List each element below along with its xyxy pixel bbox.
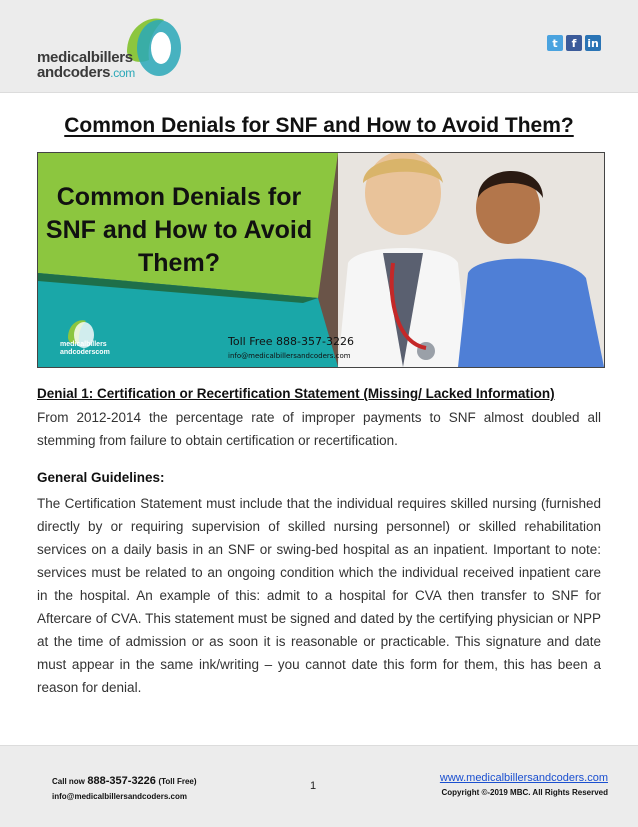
header [0, 0, 638, 93]
footer-contact [52, 774, 197, 804]
twitter-icon[interactable]: t [547, 35, 563, 51]
banner-toll-free: Toll Free 888-357-3226 [228, 335, 354, 348]
footer-toll-suffix: (Toll Free) [158, 777, 197, 786]
section2-text: The Certification Statement must include that the individual requires skilled nursing (furnished directly by or requiring supervision of skilled nursing personnel) or skilled rehabilitation services on a daily basis in an SNF or swing-bed hospital as an inpatient. Important to note: services must be related to an ongoing condition which the individual received inpatient care in the hospital. An example of this: admit to a hospital for CVA then transfer to SNF for Aftercare of CVA. This statement must be signed and dated by the certifying physician or NPP at the time of admission or as soon it is reasonable or practicable. This signature and date must appear in the same ink/writing – you cannot date this form for them, this has been a reason for denial. [37, 496, 601, 695]
footer-right [440, 771, 608, 800]
logo[interactable] [37, 12, 187, 84]
footer-email[interactable]: info@medicalbillersandcoders.com [52, 792, 187, 801]
banner-logo-line2: andcoders [60, 349, 96, 356]
banner-logo-suffix: com [95, 349, 110, 356]
social-links [547, 35, 601, 51]
footer [0, 745, 638, 827]
footer-copyright: Copyright ©-2019 MBC. All Rights Reserved [441, 788, 608, 797]
logo-line1: medicalbillers [37, 49, 133, 66]
page-title: Common Denials for SNF and How to Avoid Them? [64, 114, 574, 137]
page-number: 1 [310, 780, 317, 792]
banner-logo-line1: medicalbillers [60, 341, 107, 348]
section1-text: From 2012-2014 the percentage rate of improper payments to SNF almost doubled all stemming from failure to obtain certification or recertification. [37, 410, 601, 448]
logo-suffix: .com [110, 66, 135, 80]
banner-title: Common Denials for SNF and How to Avoid Them? [45, 183, 313, 277]
banner-email: info@medicalbillersandcoders.com [228, 352, 351, 360]
section1-heading: Denial 1: Certification or Recertification Statement (Missing/ Lacked Information) [37, 386, 555, 401]
footer-call-prefix: Call now [52, 777, 85, 786]
logo-text [37, 50, 135, 81]
footer-phone[interactable]: 888-357-3226 [87, 775, 156, 787]
footer-url-link[interactable]: www.medicalbillersandcoders.com [439, 772, 608, 784]
section2-heading: General Guidelines: [37, 470, 165, 485]
linkedin-icon[interactable]: in [585, 35, 601, 51]
banner-image [37, 152, 605, 368]
banner-logo-text [60, 341, 110, 357]
facebook-icon[interactable]: f [566, 35, 582, 51]
logo-line2: andcoders [37, 64, 111, 81]
